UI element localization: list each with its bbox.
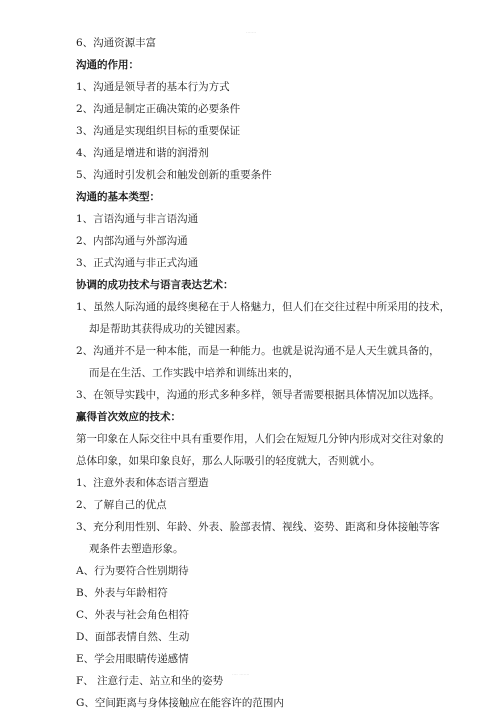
list-item: C、外表与社会角色相符 bbox=[76, 609, 190, 621]
list-item: 4、沟通是增进和谐的润滑剂 bbox=[76, 147, 209, 159]
list-item-continuation: 却是帮助其获得成功的关键因素。 bbox=[89, 323, 247, 335]
list-item: E、学会用眼睛传递感情 bbox=[76, 653, 189, 665]
list-item: B、外表与年龄相符 bbox=[76, 587, 168, 599]
paragraph-line: 第一印象在人际交往中具有重要作用，人们会在短短几分钟内形成对交往对象的 bbox=[76, 433, 444, 445]
list-item: 2、了解自己的优点 bbox=[76, 499, 167, 511]
list-item-continuation: 而是在生活、工作实践中培养和训练出来的， bbox=[89, 367, 299, 379]
list-item: D、面部表情自然、生动 bbox=[76, 631, 190, 643]
list-item: G、空间距离与身体接触应在能容许的范围内 bbox=[76, 697, 284, 709]
list-item: 5、沟通时引发机会和触发创新的重要条件 bbox=[76, 169, 272, 181]
bottom-watermark: ···· ······· bbox=[232, 672, 250, 677]
heading-first-impression: 赢得首次效应的技术： bbox=[76, 411, 181, 423]
heading-functions: 沟通的作用： bbox=[76, 59, 139, 71]
paragraph-line: 总体印象，如果印象良好，那么人际吸引的轻度就大，否则就小。 bbox=[76, 455, 381, 467]
list-item: 3、沟通是实现组织目标的重要保证 bbox=[76, 125, 241, 137]
top-watermark: ······· bbox=[246, 30, 257, 35]
list-item: 1、虽然人际沟通的最终奥秘在于人格魅力，但人们在交往过程中所采用的技术， bbox=[76, 301, 451, 313]
list-item: 3、充分利用性别、年龄、外表、脸部表情、视线、姿势、距离和身体接触等客 bbox=[76, 521, 440, 533]
list-item: A、行为要符合性别期待 bbox=[76, 565, 189, 577]
heading-types: 沟通的基本类型： bbox=[76, 191, 160, 203]
document-body bbox=[76, 32, 451, 714]
list-item: 2、沟通是制定正确决策的必要条件 bbox=[76, 103, 241, 115]
list-item: 3、在领导实践中，沟通的形式多种多样，领导者需要根据具体情况加以选择。 bbox=[76, 389, 440, 401]
list-item: 1、沟通是领导者的基本行为方式 bbox=[76, 81, 230, 93]
list-item-continuation: 观条件去塑造形象。 bbox=[89, 543, 184, 555]
heading-techniques: 协调的成功技术与语言表达艺术： bbox=[76, 279, 234, 291]
list-item: 2、内部沟通与外部沟通 bbox=[76, 235, 188, 247]
list-item: 1、言语沟通与非言语沟通 bbox=[76, 213, 199, 225]
list-item: 1、注意外表和体态语言塑造 bbox=[76, 477, 209, 489]
list-item: 3、正式沟通与非正式沟通 bbox=[76, 257, 199, 269]
list-item: 2、沟通并不是一种本能，而是一种能力。也就是说沟通不是人天生就具备的， bbox=[76, 345, 440, 357]
list-item: F、 注意行走、站立和坐的姿势 bbox=[76, 675, 224, 687]
line-resources: 6、沟通资源丰富 bbox=[76, 37, 157, 49]
